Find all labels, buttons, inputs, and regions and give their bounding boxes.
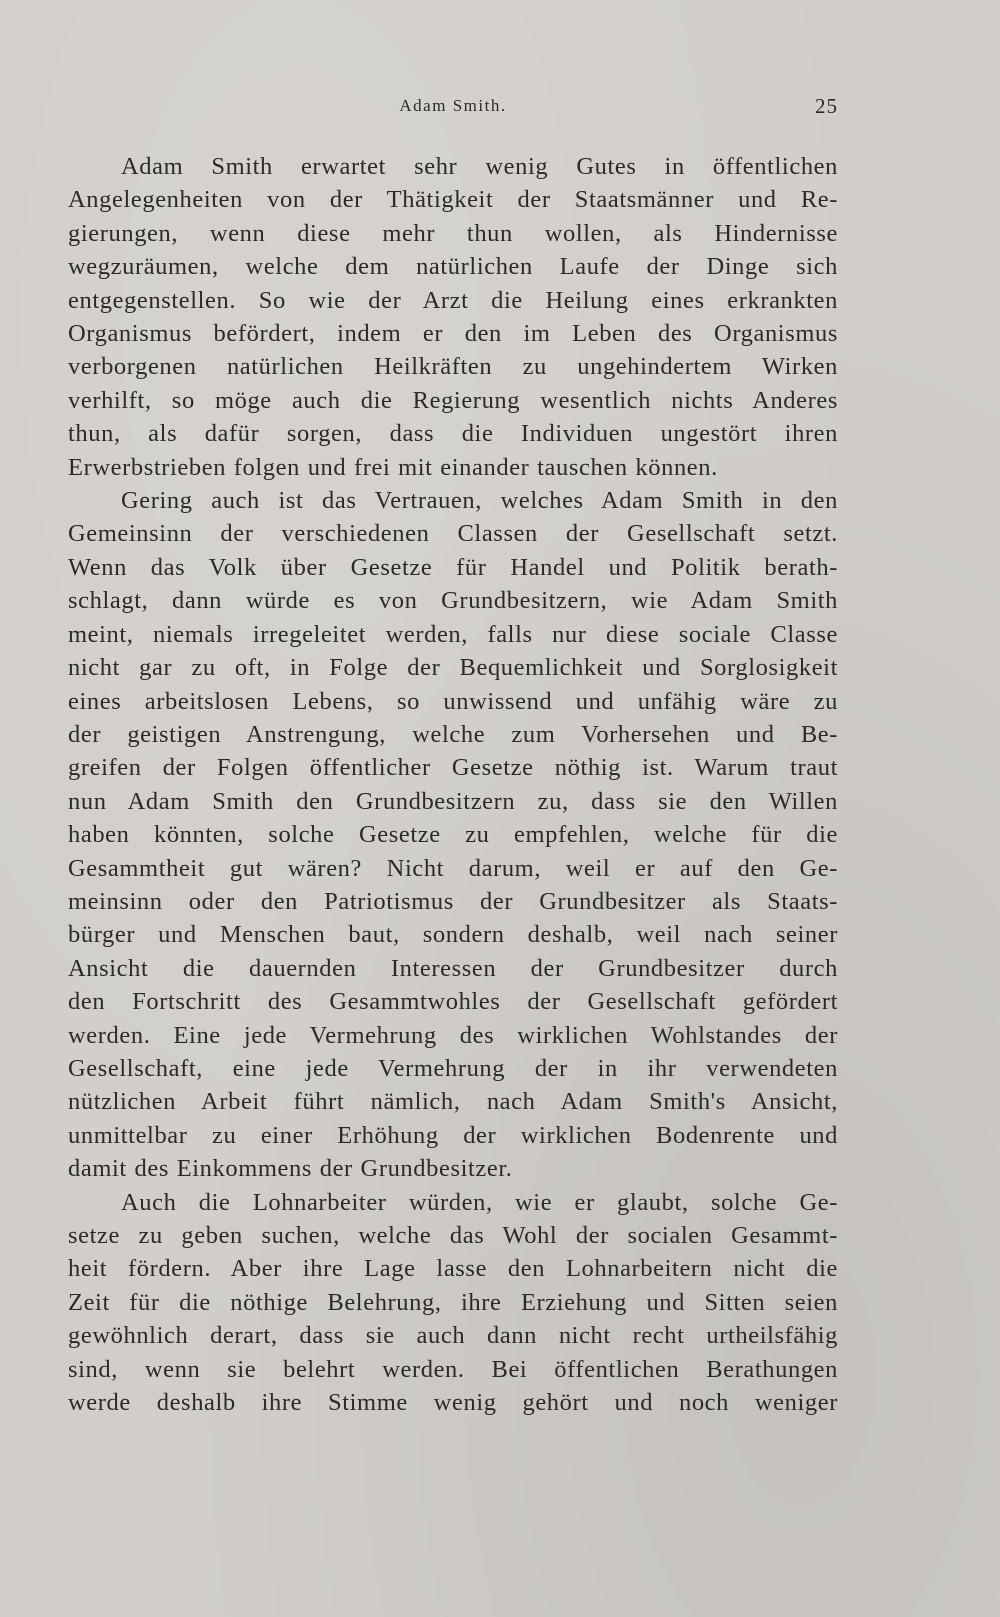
text-line: setze zu geben suchen, welche das Wohl der socialen Gesammt- <box>68 1222 838 1249</box>
paragraph-3 <box>68 1186 838 1420</box>
text-line: verborgenen natürlichen Heilkräften zu ungehindertem Wirken <box>68 353 838 381</box>
paragraph-1 <box>68 150 838 484</box>
text-line: greifen der Folgen öffentlicher Gesetze nöthig ist. Warum traut <box>68 754 838 782</box>
text-line: der geistigen Anstrengung, welche zum Vorhersehen und Be- <box>68 720 838 748</box>
text-line: Erwerbstrieben folgen und frei mit einander tauschen können. <box>68 453 718 481</box>
text-line: Wenn das Volk über Gesetze für Handel und Politik berath- <box>68 553 838 581</box>
text-line: Angelegenheiten von der Thätigkeit der Staatsmänner und Re- <box>68 186 838 214</box>
text-line: Ansicht die dauernden Interessen der Grundbesitzer durch <box>68 954 838 982</box>
text-line: meinsinn oder den Patriotismus der Grundbesitzer als Staats- <box>68 887 838 915</box>
paragraph-2 <box>68 484 838 1186</box>
text-line: Gemeinsinn der verschiedenen Classen der Gesellschaft setzt. <box>68 520 838 548</box>
text-line: Organismus befördert, indem er den im Leben des Organismus <box>68 320 838 348</box>
text-line: nützlichen Arbeit führt nämlich, nach Adam Smith's Ansicht, <box>68 1088 838 1116</box>
text-line: sind, wenn sie belehrt werden. Bei öffentlichen Berathungen <box>68 1355 838 1383</box>
text-line: meint, niemals irregeleitet werden, falls nur diese sociale Classe <box>68 620 838 648</box>
text-line: nicht gar zu oft, in Folge der Bequemlichkeit und Sorglosigkeit <box>68 654 838 682</box>
text-line: entgegenstellen. So wie der Arzt die Heilung eines erkrankten <box>68 286 838 314</box>
text-line: nun Adam Smith den Grundbesitzern zu, dass sie den Willen <box>68 787 838 815</box>
text-line: damit des Einkommens der Grundbesitzer. <box>68 1155 513 1183</box>
body-text <box>68 150 838 1419</box>
text-line: Adam Smith erwartet sehr wenig Gutes in öffentlichen <box>121 153 838 180</box>
text-line: Gering auch ist das Vertrauen, welches Adam Smith in den <box>121 487 838 515</box>
text-line: wegzuräumen, welche dem natürlichen Laufe der Dinge sich <box>68 253 838 281</box>
text-line: verhilft, so möge auch die Regierung wesentlich nichts Anderes <box>68 386 838 414</box>
text-line: haben könnten, solche Gesetze zu empfehlen, welche für die <box>68 821 838 849</box>
text-line: Gesellschaft, eine jede Vermehrung der in ihr verwendeten <box>68 1054 838 1082</box>
running-head <box>68 96 838 124</box>
text-line: werde deshalb ihre Stimme wenig gehört und noch weniger <box>68 1389 838 1417</box>
text-line: gierungen, wenn diese mehr thun wollen, als Hindernisse <box>68 219 838 247</box>
text-line: Gesammtheit gut wären? Nicht darum, weil er auf den Ge- <box>68 854 838 882</box>
text-line: werden. Eine jede Vermehrung des wirklichen Wohlstandes der <box>68 1021 838 1049</box>
text-line: den Fortschritt des Gesammtwohles der Gesellschaft gefördert <box>68 988 838 1016</box>
text-line: schlagt, dann würde es von Grundbesitzern, wie Adam Smith <box>68 587 838 615</box>
text-line: gewöhnlich derart, dass sie auch dann nicht recht urtheilsfähig <box>68 1322 838 1350</box>
text-line: thun, als dafür sorgen, dass die Individuen ungestört ihren <box>68 420 838 448</box>
text-line: bürger und Menschen baut, sondern deshalb, weil nach seiner <box>68 921 838 949</box>
text-line: Auch die Lohnarbeiter würden, wie er glaubt, solche Ge- <box>121 1188 838 1216</box>
text-line: unmittelbar zu einer Erhöhung der wirklichen Bodenrente und <box>68 1121 838 1149</box>
running-title: Adam Smith. <box>399 96 507 115</box>
text-line: heit fördern. Aber ihre Lage lasse den Lohnarbeitern nicht die <box>68 1255 838 1283</box>
page-number: 25 <box>815 94 838 118</box>
text-line: eines arbeitslosen Lebens, so unwissend und unfähig wäre zu <box>68 687 838 715</box>
text-line: Zeit für die nöthige Belehrung, ihre Erziehung und Sitten seien <box>68 1288 838 1316</box>
